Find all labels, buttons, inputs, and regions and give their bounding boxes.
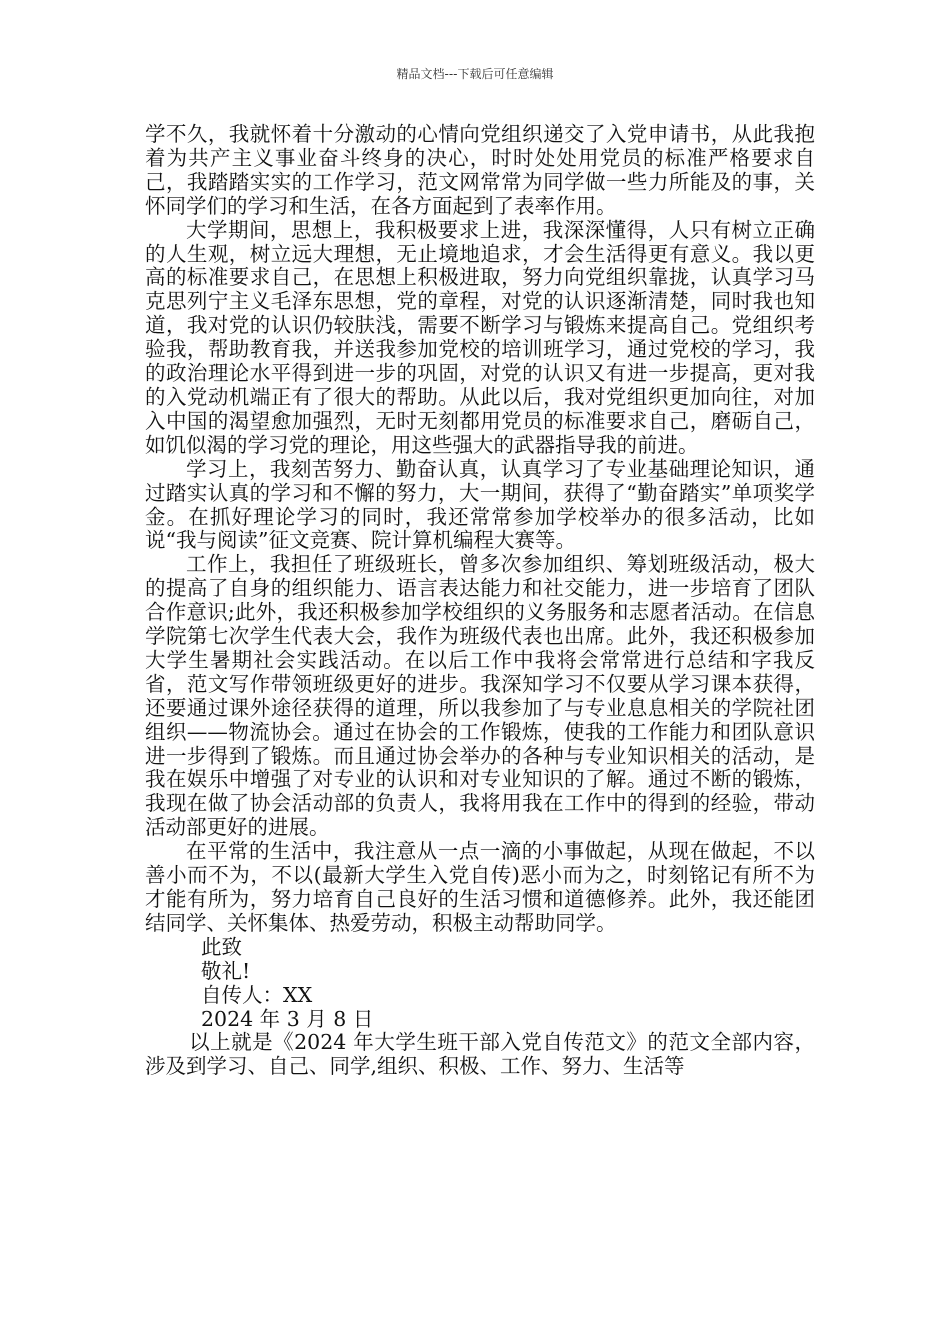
author-signature: 自传人：XX: [201, 982, 313, 1007]
paragraph-daily-life: 在平常的生活中，我注意从一点一滴的小事做起，从现在做起，不以善小而不为，不以(最新大学生入党自传)恶小而为之，时刻铭记有所不为才能有所为，努力培育自己良好的生活习惯和道德修养。此外，我还能团结同学、关怀集体、热爱劳动，积极主动帮助同学。: [145, 839, 815, 935]
paragraph-intro: 学不久，我就怀着十分激动的心情向党组织递交了入党申请书，从此我抱着为共产主义事业奋斗终身的决心，时时处处用党员的标准严格要求自己，我踏踏实实的工作学习，范文网常常为同学做一些力所能及的事，关怀同学们的学习和生活，在各方面起到了表率作用。: [145, 122, 815, 218]
summary-paragraph: 以上就是《2024 年大学生班干部入党自传范文》的范文全部内容，涉及到学习、自己、同学,组织、积极、工作、努力、生活等: [145, 1030, 815, 1079]
paragraph-study: 学习上，我刻苦努力、勤奋认真，认真学习了专业基础理论知识，通过踏实认真的学习和不懈的努力，大一期间，获得了“勤奋踏实”单项奖学金。在抓好理论学习的同时，我还常常参加学校举办的很多活动，比如说“我与阅读”征文竞赛、院计算机编程大赛等。: [145, 456, 815, 553]
page-header: 精品文档---下载后可任意编辑: [396, 67, 554, 81]
paragraph-university-thought: 大学期间，思想上，我积极要求上进，我深深懂得，人只有树立正确的人生观，树立远大理想，无止境地追求，才会生活得更有意义。我以更高的标准要求自己，在思想上积极进取，努力向党组织靠拢，认真学习马克思列宁主义毛泽东思想，党的章程，对党的认识逐渐清楚，同时我也知道，我对党的认识仍较肤浅，需要不断学习与锻炼来提高自己。党组织考验我，帮助教育我，并送我参加党校的培训班学习，通过党校的学习，我的政治理论水平得到进一步的巩固，对党的认识又有进一步提高，更对我的入党动机端正有了很大的帮助。从此以后，我对党组织更加向往，对加入中国的渴望愈加强烈，无时无刻都用党员的标准要求自己，磨砺自己，如饥似渴的学习党的理论，用这些强大的武器指导我的前进。: [145, 217, 815, 457]
paragraph-work: 工作上，我担任了班级班长，曾多次参加组织、筹划班级活动，极大的提高了自身的组织能力、语言表达能力和社交能力，进一步培育了团队合作意识;此外，我还积极参加学校组织的义务服务和志愿者活动。在信息学院第七次学生代表大会，我作为班级代表也出席。此外，我还积极参加大学生暑期社会实践活动。在以后工作中我将会常常进行总结和字我反省，范文写作带领班级更好的进步。我深知学习不仅要从学习课本获得，还要通过课外途径获得的道理，所以我参加了与专业息息相关的学院社团组织——物流协会。通过在协会的工作锻炼，使我的工作能力和团队意识进一步得到了锻炼。而且通过协会举办的各种与专业知识相关的活动，是我在娱乐中增强了对专业的认识和对专业知识的了解。通过不断的锻炼，我现在做了协会活动部的负责人，我将用我在工作中的得到的经验，带动活动部更好的进展。: [145, 552, 815, 840]
document-body: [145, 123, 815, 1079]
closing-salutation: 此致: [201, 934, 242, 959]
closing-regards: 敬礼!: [201, 958, 251, 983]
document-date: 2024 年 3 月 8 日: [201, 1006, 374, 1031]
